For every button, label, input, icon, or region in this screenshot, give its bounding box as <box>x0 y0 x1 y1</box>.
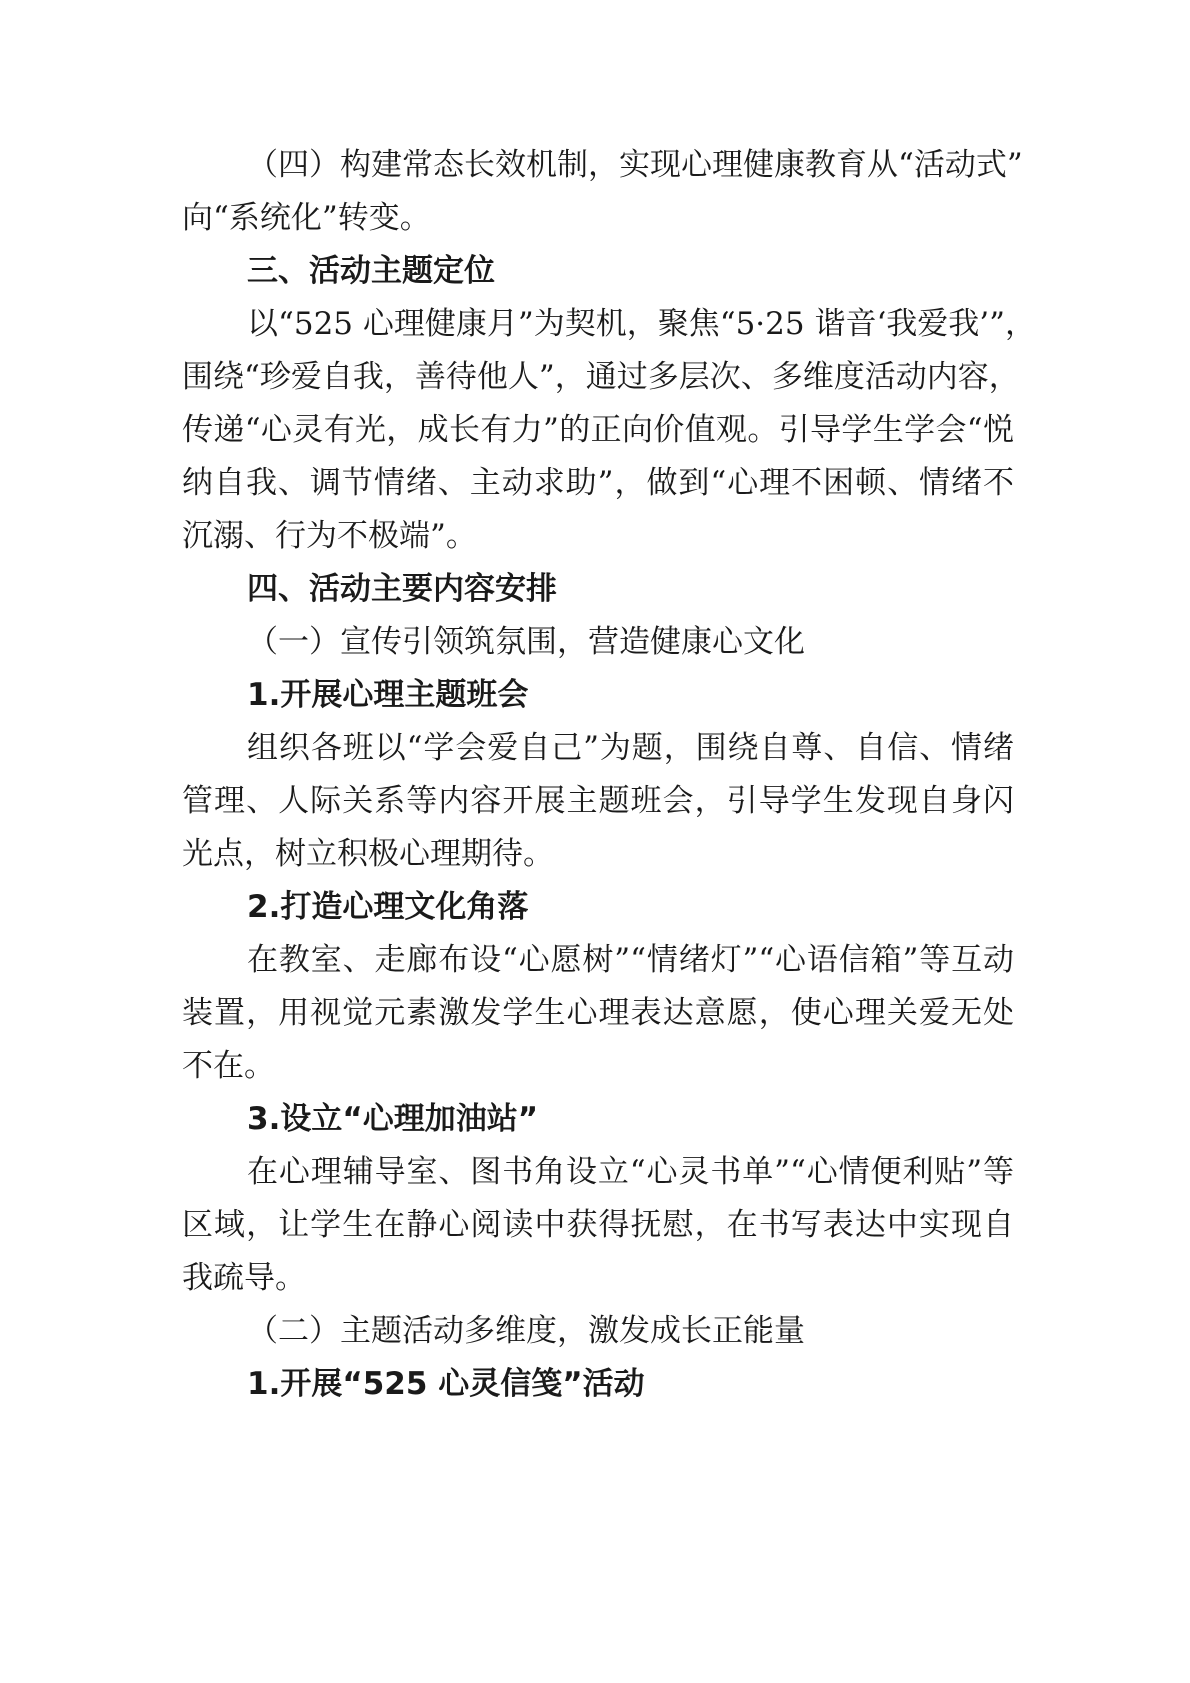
item-heading: 1.开展“525 心灵信笺”活动 <box>247 1366 645 1402</box>
item-heading: 2.打造心理文化角落 <box>247 889 529 925</box>
paragraph-line: 在教室、走廊布设“心愿树”“情绪灯”“心语信箱”等互动 <box>247 942 1014 978</box>
paragraph-line: 不在。 <box>182 1048 275 1084</box>
section-heading: 四、活动主要内容安排 <box>247 571 557 607</box>
paragraph-line: 装置，用视觉元素激发学生心理表达意愿，使心理关爱无处 <box>182 995 1014 1031</box>
paragraph-line: 管理、人际关系等内容开展主题班会，引导学生发现自身闪 <box>182 783 1014 819</box>
subsection-heading: （一）宣传引领筑氛围，营造健康心文化 <box>247 624 805 660</box>
paragraph-line: 向“系统化”转变。 <box>182 200 431 236</box>
paragraph-line: 在心理辅导室、图书角设立“心灵书单”“心情便利贴”等 <box>247 1154 1014 1190</box>
paragraph-line: 纳自我、调节情绪、主动求助”，做到“心理不困顿、情绪不 <box>182 465 1014 501</box>
paragraph-line: 以“525 心理健康月”为契机，聚焦“5·25 谐音‘我爱我’”， <box>247 306 1036 342</box>
paragraph-line: 我疏导。 <box>182 1260 306 1296</box>
item-heading: 1.开展心理主题班会 <box>247 677 529 713</box>
subsection-heading: （二）主题活动多维度，激发成长正能量 <box>247 1313 805 1349</box>
paragraph-line: 光点，树立积极心理期待。 <box>182 836 554 872</box>
paragraph-line: 传递“心灵有光，成长有力”的正向价值观。引导学生学会“悦 <box>182 412 1014 448</box>
paragraph-line: 沉溺、行为不极端”。 <box>182 518 477 554</box>
paragraph-line: （四）构建常态长效机制，实现心理健康教育从“活动式” <box>247 147 1023 183</box>
paragraph-line: 围绕“珍爱自我，善待他人”，通过多层次、多维度活动内容， <box>182 359 1020 395</box>
paragraph-line: 组织各班以“学会爱自己”为题，围绕自尊、自信、情绪 <box>247 730 1014 766</box>
section-heading: 三、活动主题定位 <box>247 253 495 289</box>
item-heading: 3.设立“心理加油站” <box>247 1101 539 1137</box>
paragraph-line: 区域，让学生在静心阅读中获得抚慰，在书写表达中实现自 <box>182 1207 1014 1243</box>
